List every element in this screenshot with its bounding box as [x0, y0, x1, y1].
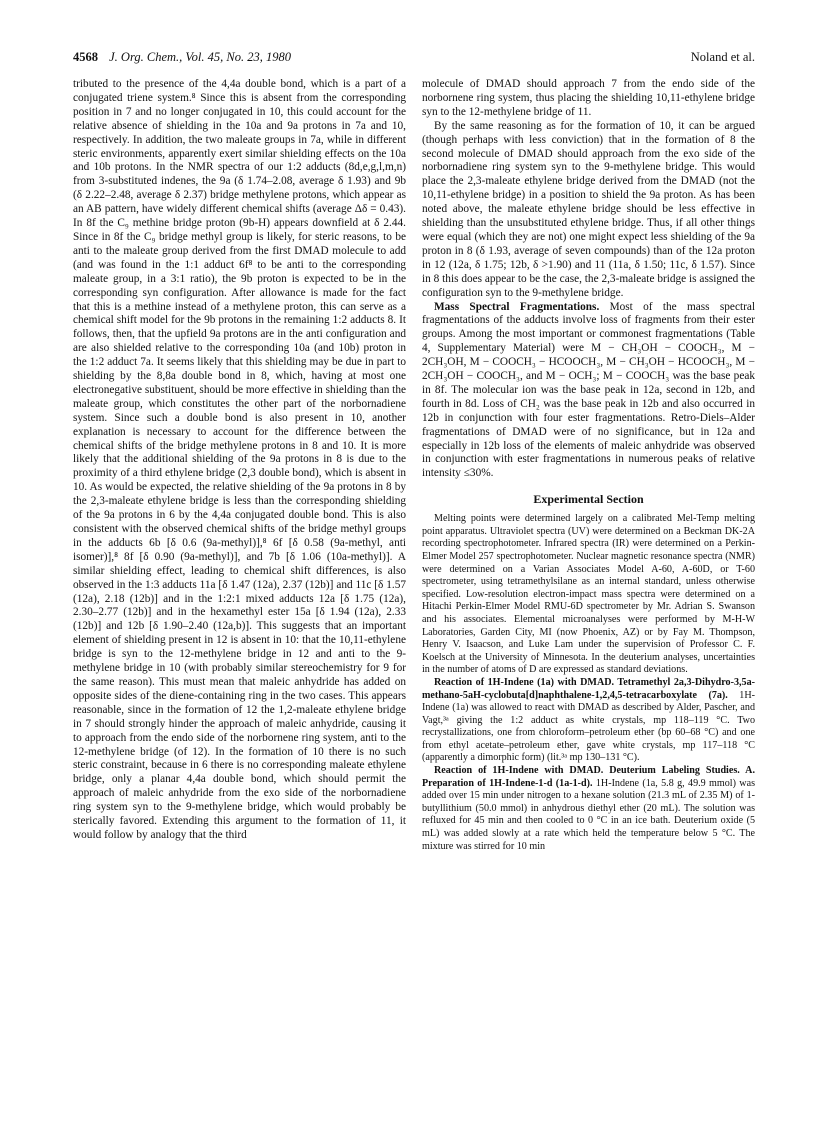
header-left — [73, 50, 299, 65]
page-number: 4568 — [73, 50, 98, 64]
experimental-general: Melting points were determined largely on a calibrated Mel-Temp melting point apparatus. Ultraviolet spectra (UV) were determined on a Beckman DK-2A recording spectrophotometer. Infrared spectra (IR) were determined on a Perkin-Elmer Model 257 spectrophotometer. Nuclear magnetic resonance spectra (NMR) were determined on a Varian Associates Model A-60, A-60D, or T-60 spectrometer, using tetramethylsilane as an internal standard, unless otherwise specified. Low-resolution electron-impact mass spectra were determined on a Hitachi Perkin-Elmer Model RMU-6D spectrometer by Mr. Adrian S. Swanson and his associates. Elemental microanalyses were performed by M-H-W Laboratories, Garden City, MI (now Phoenix, AZ) or by Fay M. Thompson, Henry V. Isaacson, and Luke Lam under the supervision of Professor C. F. Koelsch at the University of Minnesota. In the deuterium analyses, uncertainties in the number of atoms of D are expressed as standard deviations. — [422, 513, 755, 676]
reaction-heading: Reaction of 1H-Indene with DMAD. Deuterium Labeling Studies. A. Preparation of 1H-Indene-1-d (1a-1-d). — [422, 765, 755, 789]
reaction-heading: Reaction of 1H-Indene (1a) with DMAD. Tetramethyl 2a,3-Dihydro-3,5a-methano-5aH-cyclobuta[d]naphthalene-1,2,4,5-tetracarboxylate (7a). — [422, 676, 755, 701]
experimental-section-title: Experimental Section — [533, 492, 644, 507]
body-paragraph: molecule of DMAD should approach 7 from the endo side of the norbornene ring system, thus placing the shielding 10,11-ethylene bridge syn to the 12-methylene bridge of 11. — [422, 78, 755, 118]
reaction-text: 1H-Indene (1a, 5.8 g, 49.9 mmol) was added over 15 min under nitrogen to a hexane solution (21.3 mL of 2.35 M) of 1-butyllithium (50.0 mmol) in anhydrous diethyl ether (20 mL). The solution was refluxed for 45 min and then cooled to 0 °C in an ice bath. Deuterium oxide (5 mL) was added slowly at a rate which held the temperature below 5 °C. The mixture was stirred for 10 min — [422, 777, 756, 852]
mass-spec-heading: Mass Spectral Fragmentations. — [434, 300, 600, 313]
body-paragraph: By the same reasoning as for the formation of 10, it can be argued (though perhaps with less conviction) that in the formation of 8 the second molecule of DMAD should approach from the exo side of the norbornadiene ring system syn to the 9-methylene bridge. This would place the 2,3-maleate ethylene bridge derived from the DMAD (not the 10,11-ethylene bridge) in a position to shield the 9a proton. As has been noted above, the maleate ethylene bridge should be less effective in shielding than the unsubstituted ethylene bridge. Thus, if all other things were equal (which they are not) one might expect less shielding of the 9a proton in 8 (δ 1.93, average of seven compounds) than of the 12a proton in 12 (12a, δ 1.75; 12b, δ >1.90) and 11 (11a, δ 1.50; 11c, δ 1.57). Since in 8 this does appear to be the case, the 2,3-maleate bridge is assigned the configuration syn to the 9-methylene bridge. — [422, 119, 755, 299]
two-column-body — [73, 78, 755, 853]
left-column — [73, 78, 406, 853]
reaction-text: 1H-Indene (1a) was allowed to react with DMAD as described by Alder, Pascher, and Vagt,³ᵃ giving the 1:2 adduct as white crystals, mp 118–119 °C. Two recrystallizations, one from chloroform–petroleum ether (bp 60–68 °C) and one from ethyl acetate–petroleum ether, gave white crystals, mp 117–118 °C (apparently a dimorphic form) (lit.³ᵃ mp 130–131 °C). — [422, 689, 755, 764]
running-authors: Noland et al. — [690, 50, 755, 64]
reaction-paragraph — [422, 765, 755, 853]
mass-spec-paragraph — [422, 301, 755, 482]
reaction-paragraph — [422, 677, 755, 765]
body-paragraph: tributed to the presence of the 4,4a double bond, which is a part of a conjugated triene system.⁸ Since this is absent from the corresponding position in 7 and no longer conjugated in 10, this could account for the relative absence of shielding in the 10a and 9a protons in 7a and 10, respectively. In addition, the two maleate groups in 7a, while in different steric environments, apparently exert similar shielding effects on the 10a and 10b protons. In the NMR spectra of our 1:2 adducts (8d,e,g,l,m,n) from 3-substituted indenes, the 9a (δ 1.74–2.08, average δ 1.93) and 9b (δ 2.22–2.48, average δ 2.37) bridge methylene protons, which appear as an AB pattern, have widely different chemical shifts (average Δδ = 0.43). In 8f the C₉ methine bridge proton (9b-H) appears downfield at δ 2.44. Since in 8f the C₉ bridge methyl group is likely, for steric reasons, to be anti to the maleate group derived from the first DMAD molecule to add (and was found in the 1:1 adduct 6f⁸ to be anti to the corresponding maleate group, in a 3:1 ratio), the 9b proton is expected to be in the corresponding syn configuration. After allowance is made for the fact that this is a methine instead of a methylene proton, this can serve as a chemical shift model for the 9b protons in the remaining 1:2 adducts 8. It follows, then, that the upfield 9a protons are in the anti configuration and are also shielded relative to the corresponding 10a (and 10b) proton in the 1:2 adduct 7a. It seems likely that this shielding may be due in part to shielding by the 8,8a double bond in 8, which, having at most one electronegative substituent, should be more effective in shielding than the maleate group, which constitutes the other part of the norbornadiene system. Since such a double bond is also present in 10, another explanation is necessary to account for the difference between the chemical shifts of the bridge methylene protons in 8 and 10. It is more likely that the additional shielding of the 9a protons in 8 is due to the proximity of a third ethylene bridge (2,3 double bond), which is absent in 10. As would be expected, the relative shielding of the 9a protons in 8 by the 2,3-maleate ethylene bridge is less than the corresponding shielding of the 9a protons in 6 by the 4,4a conjugated double bond. This is also consistent with the observed chemical shifts of the bridge methyl groups in the adducts 6b [δ 0.6 (9a-methyl)],⁸ 6f [δ 0.58 (9a-methyl, anti isomer)],⁸ 8f [δ 0.90 (9a-methyl)], and 7b [δ 1.06 (10a-methyl)]. A similar shielding effect, leading to chemical shift differences, is also observed in the 1:3 adducts 11a [δ 1.47 (12a), 2.37 (12b)] and 11c [δ 1.57 (12a), 2.18 (12b)] and in the 1:2:1 mixed adducts 12a [δ 1.75 (12a), 2.30–2.77 (12b)] and in the hexamethyl ester 15a [δ 1.94 (12a), 2.33 (12b)] and 12b [δ 1.90–2.40 (12a,b)]. This suggests that an important element of shielding present in 12 is absent in 10: that the 10,11-ethylene bridge is syn to the 12-methylene bridge in 12 and anti to the 9-methylene bridge in 10 (with probably similar stereochemistry for 9 for the same reason). This must mean that maleic anhydride has added on opposite sides of the diene-containing ring in the two cases. This appears reasonable, since in the formation of 12 the 1,2-maleate ethylene bridge in 7 should strongly hinder the approach of maleic anhydride, causing it to approach from the endo side of the norbornene ring system, anti to the 12-methylene bridge (of 12). In the formation of 10 there is no such steric constraint, because in 6 there is no corresponding maleate ethylene bridge, only a planar 4,4a double bond, which should permit the approach of maleic anhydride from the exo side of the norbornadiene ring system syn to the 9-methylene bridge, which would probably be sterically favored. Extending this argument to the formation of 11, it would follow by analogy that the third — [73, 78, 406, 841]
experimental-body — [422, 513, 755, 853]
journal-citation: J. Org. Chem., Vol. 45, No. 23, 1980 — [109, 50, 291, 64]
mass-spec-text: Most of the mass spectral fragmentations of the adducts involve loss of fragments from their ester groups. Among the most important or commonest fragmentations (Table 4, Supplementary Material) were M − CH₃OH − COOCH₃, M − 2CH₃OH, M − COOCH₃ − HCOOCH₃, M − CH₃OH − HCOOCH₃, M − 2CH₃OH − COOCH₃, and M − OCH₃; M − COOCH₃ was the base peak in 8f. The molecular ion was the base peak in 12a, second in 12b, and fourth in 8d. Loss of CH₂ was the base peak in 12b and also occurred in 12b in conjunction with four ester fragmentations. Retro-Diels–Alder fragmentations of DMAD were of no significance, but in 12a and especially in 12b loss of the elements of maleic anhydride was observed in conjunction with ester fragmentations in numerous peaks of relative intensity ≤30%. — [422, 300, 756, 480]
right-column — [422, 78, 755, 853]
page-header — [73, 50, 755, 72]
